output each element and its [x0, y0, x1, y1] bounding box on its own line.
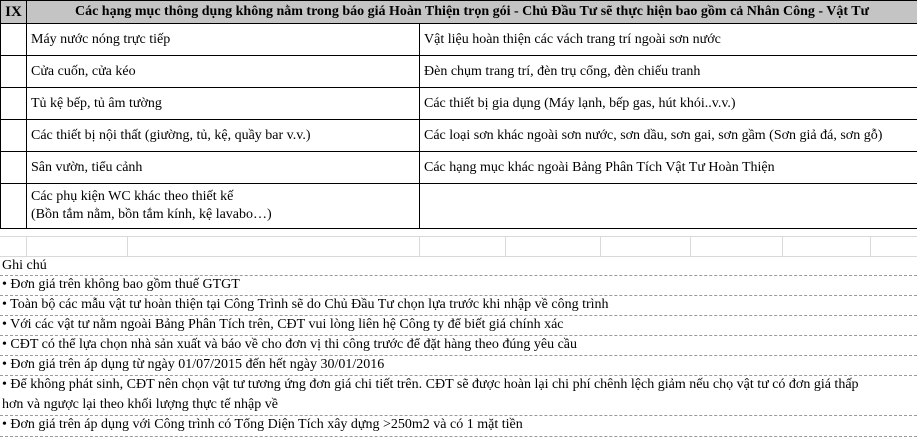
table-row — [1, 120, 917, 152]
row-index-cell — [1, 24, 27, 56]
gridline — [0, 236, 917, 237]
right-item-cell: Các hạng mục khác ngoài Bảng Phân Tích Vật Tư Hoàn Thiện — [420, 152, 917, 184]
note-item: • CĐT có thể lựa chọn nhà sản xuất và báo về cho đơn vị thi công trước để đặt hàng theo đúng yêu cầu — [2, 337, 578, 352]
row-index-cell — [1, 152, 27, 184]
wc-accessories-line: Các phụ kiện WC khác theo thiết kế — [31, 189, 234, 204]
table-row — [1, 184, 917, 229]
gridline — [690, 236, 691, 256]
dashed-divider — [0, 436, 917, 437]
left-item-cell: Tủ kệ bếp, tủ âm tường — [27, 88, 420, 120]
gridline — [505, 236, 506, 256]
right-item-cell: Vật liệu hoàn thiện các vách trang trí ngoài sơn nước — [420, 24, 917, 56]
gridline — [26, 236, 27, 256]
left-item-cell: Cửa cuốn, cửa kéo — [27, 56, 420, 88]
right-item-cell: Các loại sơn khác ngoài sơn nước, sơn dầu, sơn gai, sơn gầm (Sơn giả đá, sơn gỗ) — [420, 120, 917, 152]
row-index-cell — [1, 120, 27, 152]
note-item: • Đơn giá trên không bao gồm thuế GTGT — [2, 277, 240, 292]
gridline — [419, 236, 420, 256]
table-row — [1, 56, 917, 88]
section-number: IX — [1, 1, 27, 24]
table-row — [1, 24, 917, 56]
gridline — [0, 256, 917, 257]
left-item-cell: Sân vườn, tiểu cảnh — [27, 152, 420, 184]
note-item: • Đơn giá trên áp dụng từ ngày 01/07/2015 đến hết ngày 30/01/2016 — [2, 357, 385, 372]
row-index-cell — [1, 184, 27, 229]
right-item-cell: Các thiết bị gia dụng (Máy lạnh, bếp gas, hút khói..v.v.) — [420, 88, 917, 120]
section-header-row — [1, 1, 917, 24]
notes-heading: Ghi chú — [2, 258, 47, 273]
note-item-continuation: hơn và ngược lại theo khối lượng thực tế nhập về — [2, 397, 278, 412]
section-title: Các hạng mục thông dụng không nằm trong báo giá Hoàn Thiện trọn gói - Chủ Đầu Tư sẽ thực hiện bao gồm cả Nhân Công - Vật Tư — [27, 1, 917, 24]
gridline — [600, 236, 601, 256]
note-item: • Với các vật tư nằm ngoài Bảng Phân Tích trên, CĐT vui lòng liên hệ Công ty để biết giá chính xác — [2, 317, 564, 332]
gridline — [127, 236, 128, 256]
left-item-cell: Các thiết bị nội thất (giường, tủ, kệ, quầy bar v.v.) — [27, 120, 420, 152]
right-item-cell — [420, 184, 917, 229]
note-item: • Đơn giá trên áp dụng với Công trình có Tổng Diện Tích xây dựng >250m2 và có 1 mặt tiền — [2, 417, 523, 432]
table-row — [1, 88, 917, 120]
gridline — [870, 236, 871, 256]
left-item-cell — [27, 184, 420, 229]
right-item-cell: Đèn chụm trang trí, đèn trụ cổng, đèn chiếu tranh — [420, 56, 917, 88]
wc-accessories-detail-line: (Bồn tắm nằm, bồn tắm kính, kệ lavabo…) — [31, 207, 272, 222]
table-row — [1, 152, 917, 184]
row-index-cell — [1, 88, 27, 120]
note-item: • Để không phát sinh, CĐT nên chọn vật tư tương ứng đơn giá chi tiết trên. CĐT sẽ được hoàn lại chi phí chênh lệch giảm nếu chọ vật tư có đơn giá thấp — [2, 377, 859, 392]
row-index-cell — [1, 56, 27, 88]
note-item: • Toàn bộ các mẫu vật tư hoàn thiện tại Công Trình sẽ do Chủ Đầu Tư chọn lựa trước khi nhập về công trình — [2, 297, 609, 312]
left-item-cell: Máy nước nóng trực tiếp — [27, 24, 420, 56]
gridline — [782, 236, 783, 256]
